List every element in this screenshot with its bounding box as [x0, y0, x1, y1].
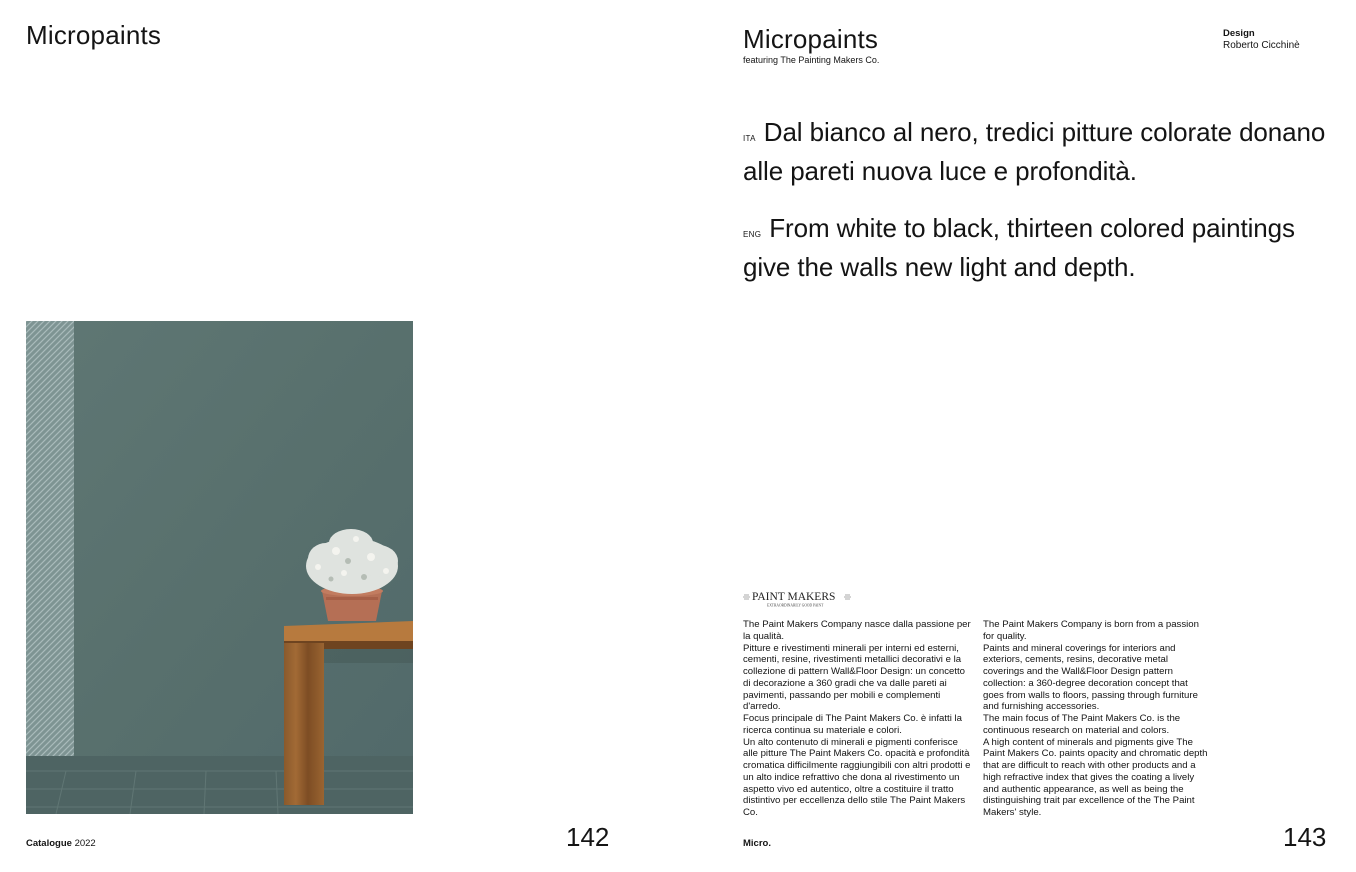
lang-tag-ita: ITA	[743, 134, 756, 143]
paragraph: Un alto contenuto di minerali e pigmenti conferisce alle pitture The Paint Makers Co. opacità e profondità cromatica difficilmente raggiungibili con altri prodotti e un alto indice refrattivo che dona al rivestimento un aspetto vivo ed autentico, oltre a costituire il tratto distintivo per eccellenza dello stile The Paint Makers Co.	[743, 736, 971, 818]
design-credit	[1223, 28, 1300, 52]
left-footer	[26, 838, 96, 849]
lead-english-text: From white to black, thirteen colored paintings give the walls new light and depth.	[743, 213, 1295, 282]
page-number-left: 142	[566, 822, 610, 852]
paragraph: The main focus of The Paint Makers Co. is the continuous research on material and colors.	[983, 713, 1181, 736]
logo-subtext: EXTRAORDINARILY GOOD PAINT	[767, 603, 824, 608]
paragraph: A high content of minerals and pigments give The Paint Makers Co. paints opacity and chromatic depth that are difficult to reach with other products and a high refractive index that gives the coating a lively and authentic appearance, as well as being the distinguishing trait par excellence of the The Paint Makers' style.	[983, 736, 1208, 818]
subtitle: featuring The Painting Makers Co.	[743, 55, 880, 65]
paragraph: The Paint Makers Company nasce dalla passione per la qualità.	[743, 619, 971, 642]
body-italian-column	[743, 619, 971, 819]
product-photo	[26, 321, 413, 814]
lead-italian	[743, 116, 1343, 187]
credit-name: Roberto Cicchinè	[1223, 40, 1300, 51]
lang-tag-eng: ENG	[743, 230, 762, 239]
logo-mark-icon	[743, 589, 853, 609]
paragraph: The Paint Makers Company is born from a passion for quality.	[983, 619, 1199, 642]
right-page-title: Micropaints	[743, 24, 879, 54]
paragraph: Pitture e rivestimenti minerali per interni ed esterni, cementi, resine, rivestimenti metallici decorativi e la collezione di pattern Wall&Floor Design: un concetto di decorazione a 360 gradi che va dalle pareti ai pavimenti, passando per mobili e complementi d'arredo.	[743, 642, 966, 713]
paragraph: Paints and mineral coverings for interiors and exteriors, cements, resins, decorative metal coverings and the Wall&Floor Design pattern collection: a 360-degree decoration concept that goes from walls to floors, passing through furniture and furnishing accessories.	[983, 642, 1198, 713]
body-english-column	[983, 619, 1211, 819]
lead-italian-text: Dal bianco al nero, tredici pitture colorate donano alle pareti nuova luce e profondità.	[743, 117, 1326, 186]
logo-text: PAINT MAKERS	[752, 591, 836, 603]
credit-label: Design	[1223, 28, 1255, 39]
page-number-right: 143	[1283, 822, 1327, 852]
catalogue-year: 2022	[74, 838, 96, 849]
right-footer-label: Micro.	[743, 838, 771, 849]
left-page-title: Micropaints	[26, 20, 162, 50]
catalogue-label: Catalogue	[26, 838, 72, 849]
lead-english	[743, 212, 1343, 283]
room-scene-illustration	[26, 321, 413, 814]
paragraph: Focus principale di The Paint Makers Co. è infatti la ricerca continua su materiale e colori.	[743, 713, 962, 736]
paint-makers-logo	[743, 589, 853, 614]
